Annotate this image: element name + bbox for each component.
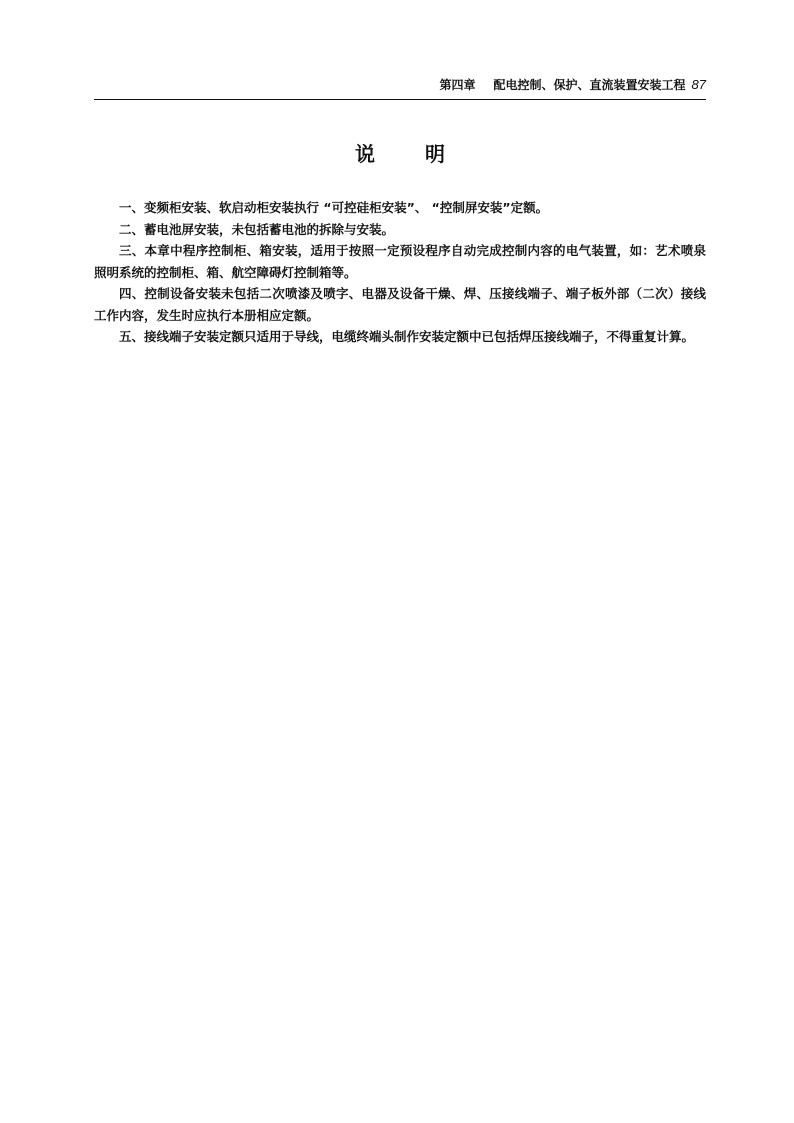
- section-title: 说明: [355, 142, 495, 166]
- paragraph-2: 二、蓄电池屏安装，未包括蓄电池的拆除与安装。: [119, 221, 395, 237]
- paragraph-4: 四、控制设备安装未包括二次喷漆及喷字、电器及设备干燥、焊、压接线端子、端子板外部（二次）接线工作内容，发生时应执行本册相应定额。: [94, 286, 706, 323]
- body-text: [94, 197, 706, 348]
- running-header: [94, 76, 706, 94]
- paragraph-1: 一、变频柜安装、软启动柜安装执行 “可控硅柜安装”、 “控制屏安装”定额。: [119, 200, 549, 215]
- page-number: 87: [691, 77, 706, 92]
- chapter-title: 配电控制、保护、直流装置安装工程: [493, 78, 686, 92]
- paragraph-3: 三、本章中程序控制柜、箱安装，适用于按照一定预设程序自动完成控制内容的电气装置，如：艺术喷泉照明系统的控制柜、箱、航空障碍灯控制箱等。: [94, 243, 706, 280]
- header-divider: [94, 99, 706, 100]
- chapter-number: 第四章: [439, 78, 476, 92]
- paragraph-5: 五、接线端子安装定额只适用于导线，电缆终端头制作安装定额中已包括焊压接线端子，不得重复计算。: [119, 329, 695, 344]
